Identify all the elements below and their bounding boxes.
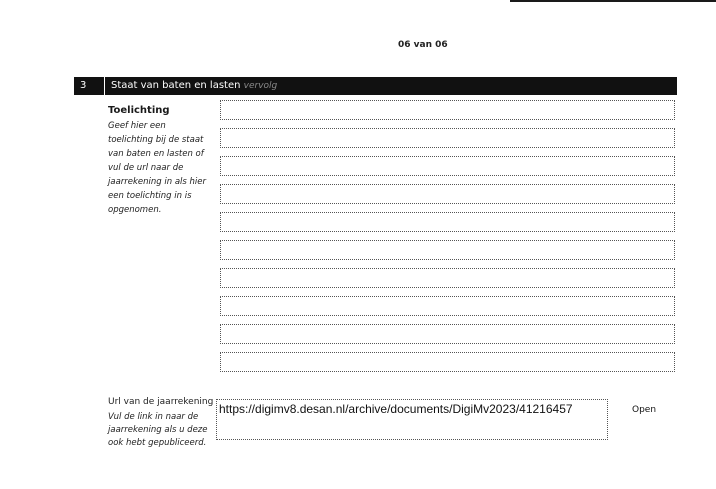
jaarrekening-url-field[interactable] bbox=[216, 399, 608, 440]
section-subtitle: vervolg bbox=[243, 81, 278, 91]
jaarrekening-url-value: https://digimv8.desan.nl/archive/documents/DigiMv2023/41216457 bbox=[219, 402, 573, 416]
section-title-wrap bbox=[111, 80, 277, 91]
toelichting-line[interactable] bbox=[220, 128, 675, 148]
section-number: 3 bbox=[80, 80, 87, 91]
toelichting-line[interactable] bbox=[220, 324, 675, 344]
jaarrekening-description: Vul de link in naar de jaarrekening als u deze ook hebt gepubliceerd. bbox=[108, 412, 208, 448]
jaarrekening-label: Url van de jaarrekening bbox=[108, 397, 214, 407]
section-header-divider bbox=[104, 77, 105, 95]
toelichting-description: Geef hier een toelichting bij de staat van baten en lasten of vul de url naar de jaarrekening in als hier een toelichting in is opgenomen. bbox=[108, 121, 207, 215]
toelichting-label: Toelichting bbox=[108, 105, 170, 116]
toelichting-line[interactable] bbox=[220, 296, 675, 316]
toelichting-line[interactable] bbox=[220, 352, 675, 372]
toelichting-line[interactable] bbox=[220, 100, 675, 120]
top-border-line bbox=[510, 0, 716, 2]
section-header bbox=[74, 77, 677, 95]
toelichting-line[interactable] bbox=[220, 240, 675, 260]
section-title: Staat van baten en lasten bbox=[111, 80, 241, 91]
toelichting-line[interactable] bbox=[220, 268, 675, 288]
open-button[interactable]: Open bbox=[632, 405, 657, 415]
toelichting-line[interactable] bbox=[220, 184, 675, 204]
toelichting-line[interactable] bbox=[220, 156, 675, 176]
page-number: 06 van 06 bbox=[398, 40, 448, 50]
toelichting-line[interactable] bbox=[220, 212, 675, 232]
